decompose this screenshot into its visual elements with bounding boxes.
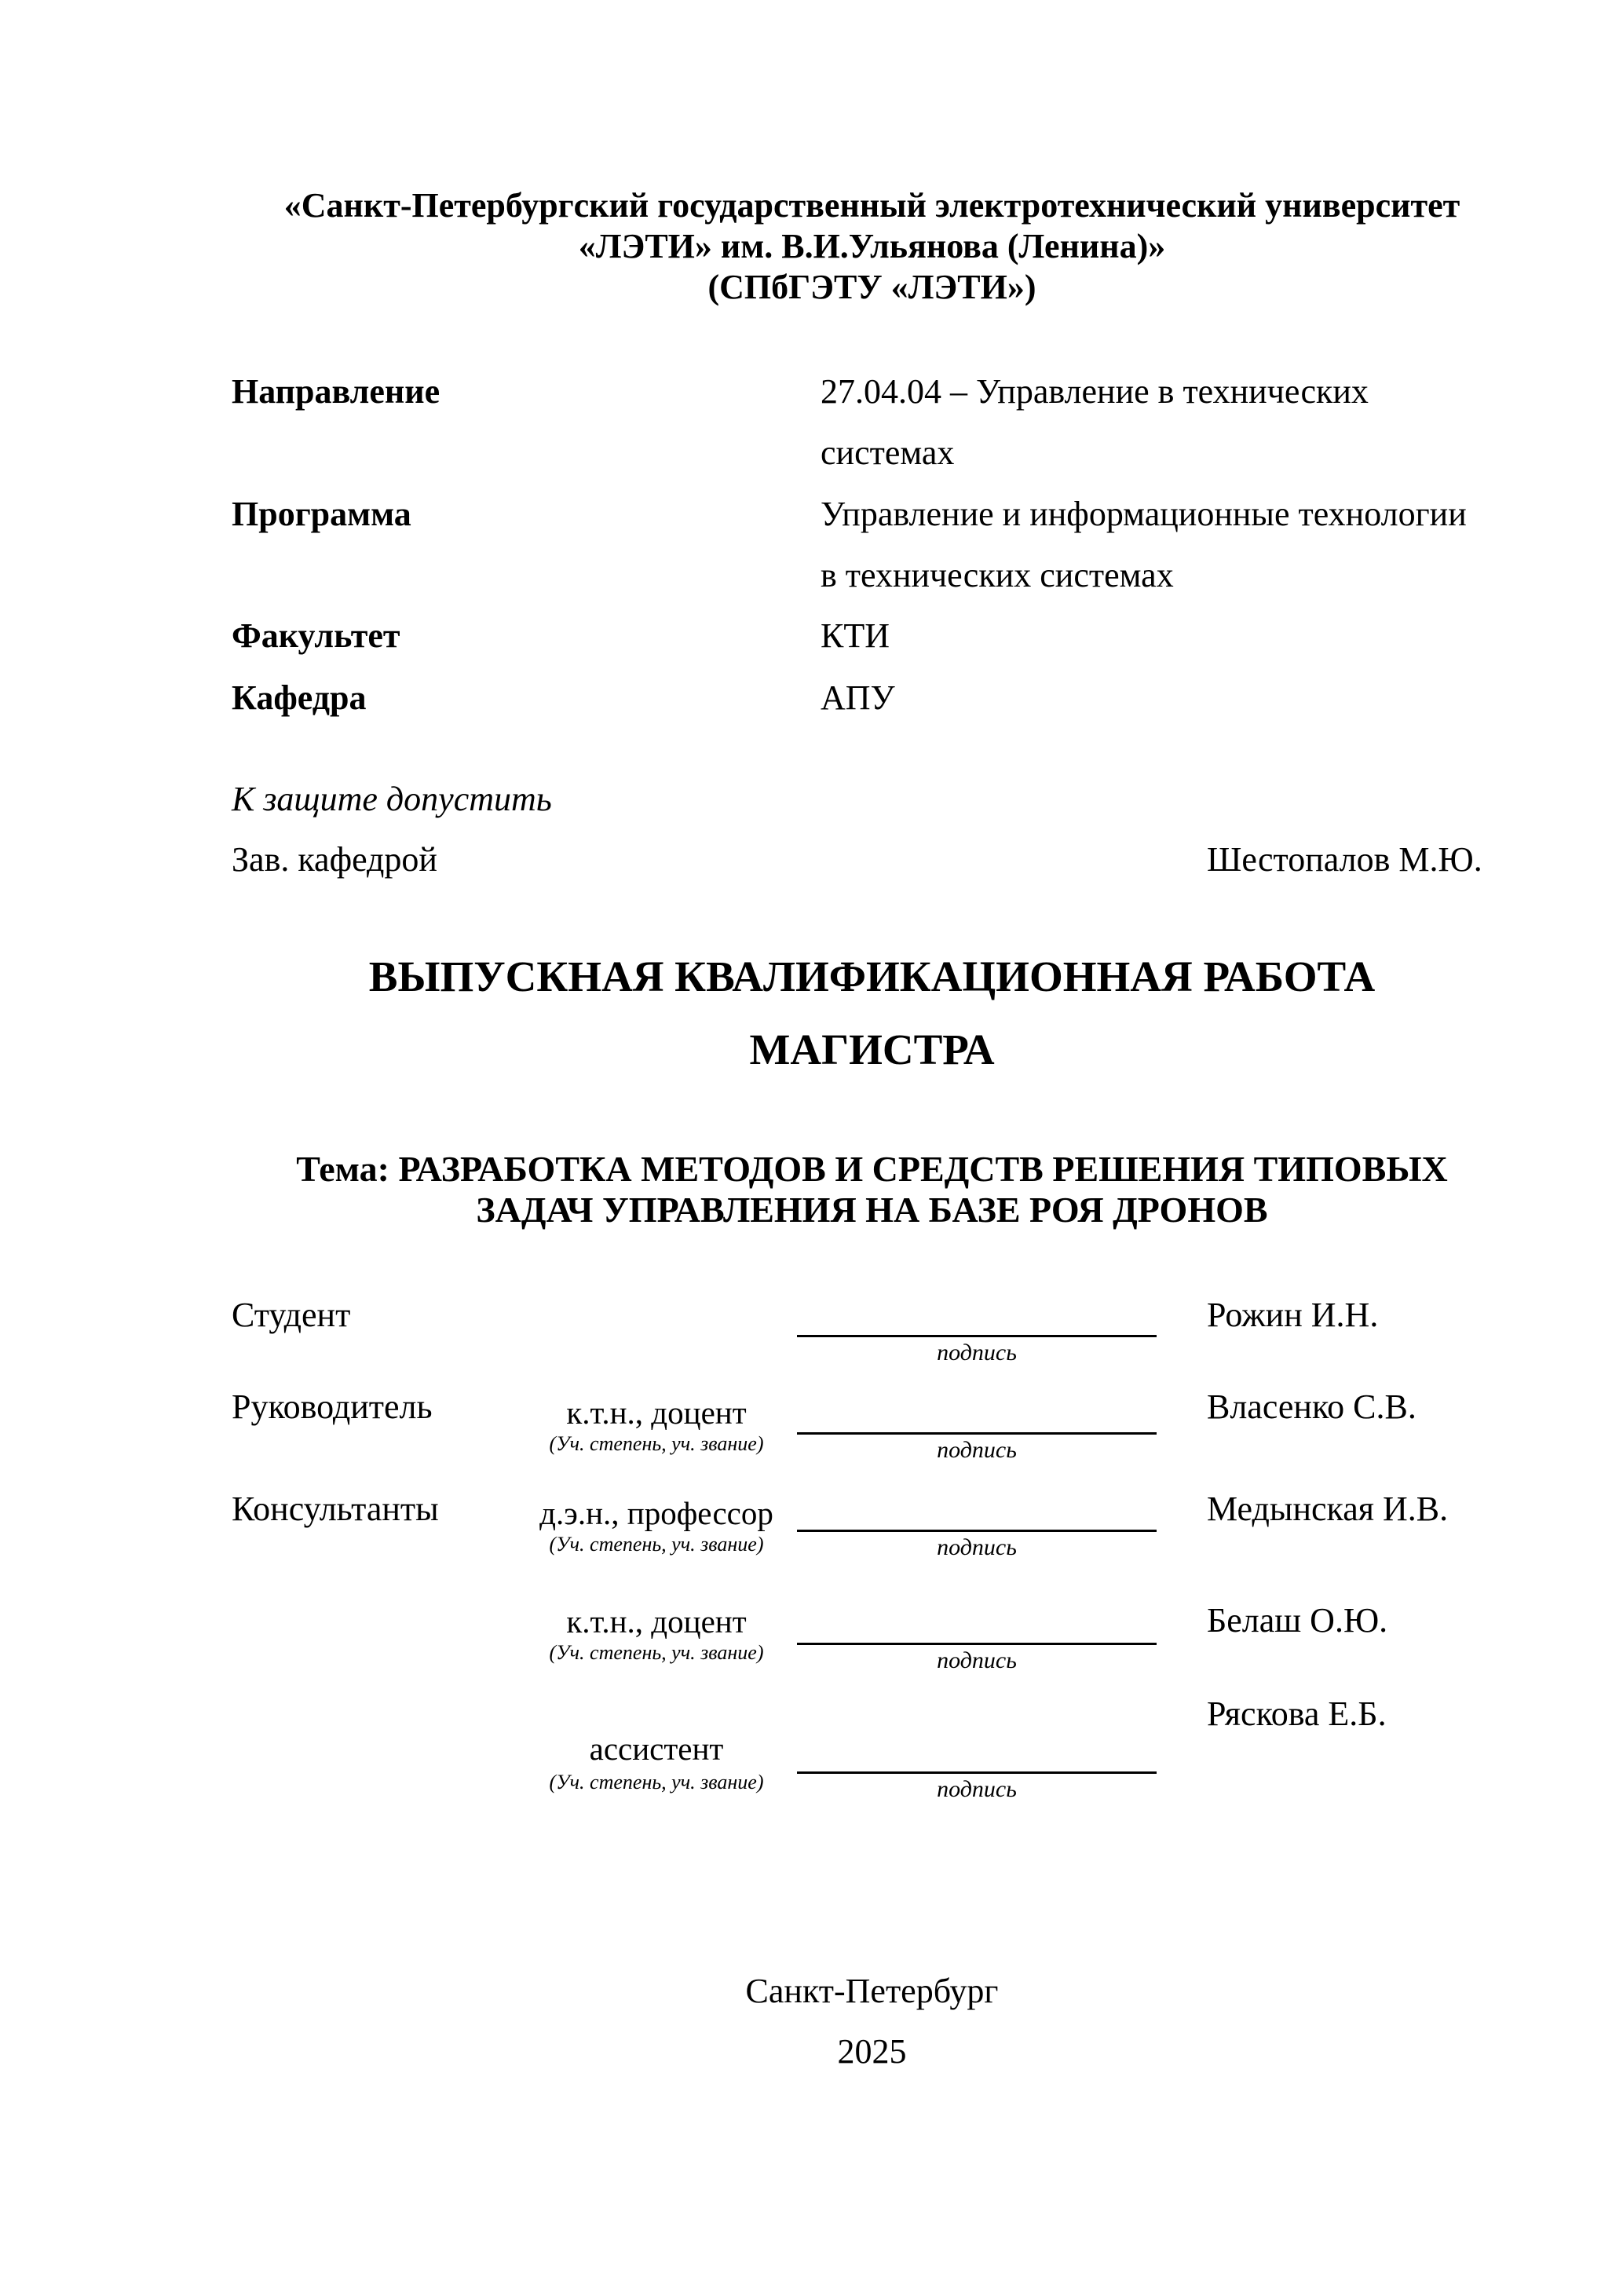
department-value: АПУ — [821, 678, 895, 717]
consultant1-name: Медынская И.В. — [1207, 1490, 1449, 1528]
footer-year: 2025 — [837, 2032, 907, 2071]
signature-role-supervisor: Руководитель — [232, 1387, 433, 1426]
department-label: Кафедра — [232, 678, 367, 717]
supervisor-name: Власенко С.В. — [1207, 1387, 1416, 1426]
signature-role-consultants: Консультанты — [232, 1490, 439, 1528]
degree-note: (Уч. степень, уч. звание) — [549, 1641, 764, 1664]
theme-line2: ЗАДАЧ УПРАВЛЕНИЯ НА БАЗЕ РОЯ ДРОНОВ — [476, 1190, 1268, 1230]
signature-caption: подпись — [937, 1437, 1017, 1463]
direction-value-line1: 27.04.04 – Управление в технических — [821, 372, 1369, 411]
department-head-name: Шестопалов М.Ю. — [1207, 840, 1482, 879]
consultant3-degree: ассистент — [589, 1731, 724, 1767]
signature-line — [797, 1335, 1157, 1337]
student-name: Рожин И.Н. — [1207, 1296, 1379, 1334]
consultant2-name: Белаш О.Ю. — [1207, 1601, 1388, 1640]
consultant3-name: Ряскова Е.Б. — [1207, 1695, 1387, 1733]
program-value-line1: Управление и информационные технологии — [821, 495, 1467, 533]
work-title-line1: ВЫПУСКНАЯ КВАЛИФИКАЦИОННАЯ РАБОТА — [368, 952, 1376, 1000]
degree-note: (Уч. степень, уч. звание) — [549, 1771, 764, 1793]
direction-value-line2: системах — [821, 433, 955, 472]
faculty-label: Факультет — [232, 616, 400, 655]
program-value-line2: в технических системах — [821, 556, 1174, 594]
supervisor-degree: к.т.н., доцент — [566, 1395, 747, 1431]
university-name-line1: «Санкт-Петербургский государственный электротехнический университет — [283, 186, 1460, 225]
degree-note: (Уч. степень, уч. звание) — [549, 1432, 764, 1455]
theme-line1: Тема: РАЗРАБОТКА МЕТОДОВ И СРЕДСТВ РЕШЕНИЯ ТИПОВЫХ — [296, 1149, 1448, 1189]
consultant1-degree: д.э.н., профессор — [539, 1495, 773, 1531]
degree-note: (Уч. степень, уч. звание) — [549, 1533, 764, 1556]
university-header — [232, 185, 1512, 308]
signature-caption: подпись — [937, 1647, 1017, 1673]
work-title-line2: МАГИСТРА — [749, 1026, 995, 1073]
direction-label: Направление — [232, 372, 440, 411]
footer-city: Санкт-Петербург — [745, 1972, 999, 2010]
admit-to-defense-line: К защите допустить — [232, 780, 552, 818]
signature-caption: подпись — [937, 1340, 1017, 1366]
university-name-line2: «ЛЭТИ» им. В.И.Ульянова (Ленина)» — [578, 227, 1166, 265]
signature-line — [797, 1771, 1157, 1774]
signature-role-student: Студент — [232, 1296, 351, 1334]
department-head-label: Зав. кафедрой — [232, 840, 437, 879]
consultant2-degree: к.т.н., доцент — [566, 1603, 747, 1640]
signature-line — [797, 1530, 1157, 1532]
signature-caption: подпись — [937, 1534, 1017, 1560]
program-label: Программа — [232, 495, 411, 533]
signature-line — [797, 1432, 1157, 1435]
faculty-value: КТИ — [821, 616, 890, 655]
university-abbreviation: (СПбГЭТУ «ЛЭТИ») — [707, 268, 1036, 306]
signature-line — [797, 1643, 1157, 1645]
signature-caption: подпись — [937, 1776, 1017, 1802]
